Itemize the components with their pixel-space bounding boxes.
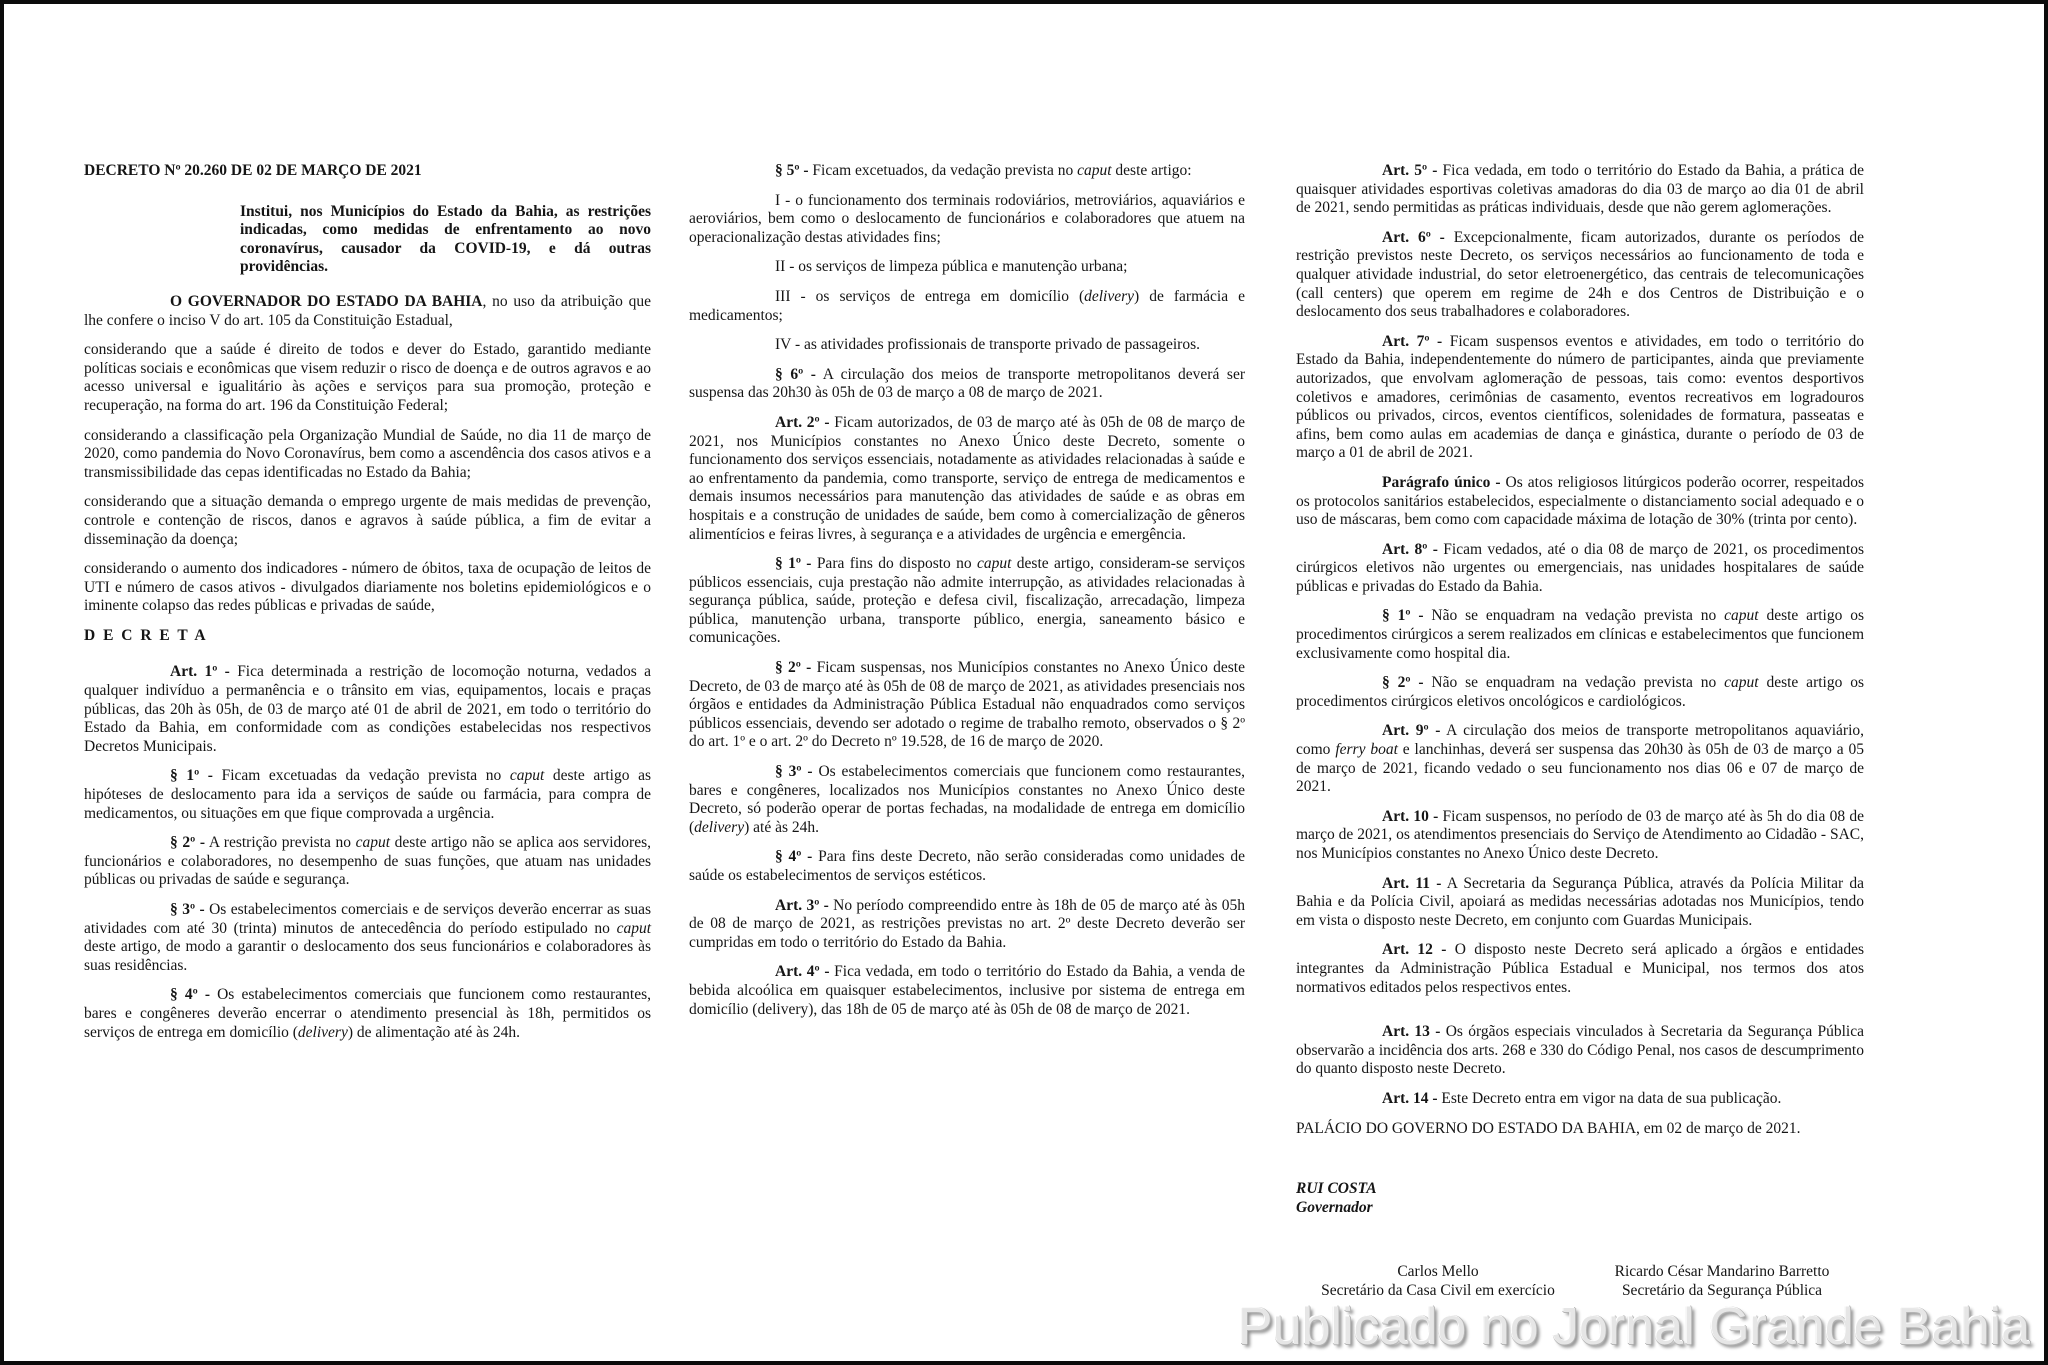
- article-5: [1296, 162, 1864, 218]
- item-III: [689, 288, 1245, 325]
- text-segment: deste artigo, de modo a garantir o deslocamento dos seus funcionários e colaboradores às suas residências.: [84, 938, 651, 974]
- text-segment: ferry boat: [1335, 741, 1398, 759]
- text-segment: Art. 2º -: [775, 413, 830, 431]
- considerando-paragraph: [84, 493, 651, 549]
- considerando-paragraph: [84, 427, 651, 483]
- article-3: [689, 897, 1245, 953]
- text-segment: § 1º -: [170, 767, 213, 785]
- text-segment: Institui, nos Municípios do Estado da Bahia, as restrições indicadas, como medidas de enfrentamento ao novo coronavírus, causador da COVID-19, e dá outras providências.: [240, 202, 651, 276]
- paragraph-3: [84, 901, 651, 975]
- text-segment: ) de alimentação até às 24h.: [347, 1023, 520, 1041]
- text-segment: A restrição prevista no: [205, 834, 356, 852]
- text-segment: § 4º -: [170, 986, 210, 1004]
- text-segment: § 5º -: [775, 162, 809, 179]
- article-1: [84, 663, 651, 756]
- text-segment: Os órgãos especiais vinculados à Secretaria da Segurança Pública observarão a incidência dos arts. 268 e 330 do Código Penal, nos casos de descumprimento do quanto disposto neste Decreto.: [1296, 1023, 1865, 1078]
- text-segment: Governador: [1296, 1198, 1373, 1216]
- text-segment: Art. 10 -: [1382, 807, 1439, 825]
- article-2: [689, 414, 1245, 544]
- document-column-2: [689, 162, 1245, 1030]
- text-segment: § 2º -: [775, 659, 812, 677]
- text-segment: Os estabelecimentos comerciais que funcionem como restaurantes, bares e congêneres, localizados nos Municípios constantes no Anexo Único deste Decreto, só poderão operar de portas fechadas, na modalidade de entrega em domicílio (: [689, 763, 1245, 836]
- article-7: [1296, 333, 1864, 463]
- text-segment: Ficam excetuados, da vedação prevista no: [808, 162, 1078, 179]
- text-segment: caput: [1077, 162, 1112, 179]
- document-column-3: [1296, 162, 1864, 1301]
- item-IV: [689, 336, 1245, 355]
- governor-title: [1296, 1199, 1864, 1218]
- text-segment: Para fins deste Decreto, não serão consideradas como unidades de saúde os estabelecimentos de serviços estéticos.: [689, 848, 1245, 884]
- text-segment: deste artigo:: [1111, 162, 1192, 179]
- article-12: [1296, 941, 1864, 997]
- watermark-text: Publicado no Jornal Grande Bahia: [1237, 1298, 2030, 1356]
- text-segment: Fica vedada, em todo o território do Estado da Bahia, a prática de quaisquer atividades esportivas coletivas amadoras do dia 03 de março ao dia 01 de abril de 2021, sendo permitidas as práticas individuais, desde que não gerem aglomerações.: [1296, 162, 1864, 217]
- paragraph-1: [84, 767, 651, 823]
- signatures-row: [1296, 1263, 1864, 1300]
- text-segment: § 2º -: [170, 834, 206, 852]
- text-segment: DECRETO Nº 20.260 DE 02 DE MARÇO DE 2021: [84, 162, 422, 179]
- article-9: [1296, 722, 1864, 796]
- paragraph-6: [689, 366, 1245, 403]
- paragraph-2: [84, 834, 651, 890]
- text-segment: Art. 11 -: [1382, 874, 1442, 892]
- text-segment: Art. 4º -: [775, 963, 830, 981]
- signatory-role: Secretário da Casa Civil em exercício: [1321, 1281, 1555, 1299]
- paragraph-4: [84, 986, 651, 1042]
- text-segment: O disposto neste Decreto será aplicado a órgãos e entidades integrantes da Administração Pública Estadual e Municipal, nos termos dos atos normativos editados pelos respectivos entes.: [1296, 941, 1864, 996]
- text-segment: Ficam excetuadas da vedação prevista no: [212, 767, 510, 785]
- text-segment: O GOVERNADOR DO ESTADO DA BAHIA: [170, 292, 483, 310]
- text-segment: Fica determinada a restrição de locomoção noturna, vedados a qualquer indivíduo a permanência e o trânsito em vias, equipamentos, locais e praças públicas, das 20h às 05h, de 03 de março até 01 de abril de 2021, em todo o território do Estado da Bahia, em conformidade com as condições estabelecidas nos respectivos Decretos Municipais.: [84, 663, 652, 755]
- article-6: [1296, 229, 1864, 322]
- decree-title: [84, 162, 651, 181]
- governor-name: [1296, 1180, 1864, 1199]
- text-segment: D E C R E T A: [84, 626, 208, 644]
- text-segment: Este Decreto entra em vigor na data de sua publicação.: [1437, 1089, 1782, 1107]
- paragraph-5: [689, 162, 1245, 181]
- text-segment: PALÁCIO DO GOVERNO DO ESTADO DA BAHIA, em 02 de março de 2021.: [1296, 1119, 1801, 1137]
- text-segment: deste artigo não se aplica aos servidores, funcionários e colaboradores, no desempenho de suas funções, que atuam nas unidades públicas ou privadas de saúde e segurança.: [84, 834, 651, 889]
- text-segment: Não se enquadram na vedação prevista no: [1423, 607, 1725, 625]
- text-segment: Ficam suspensos eventos e atividades, em todo o território do Estado da Bahia, independentemente do número de participantes, ainda que previamente autorizados, que envolvam aglomeração de pessoas, tais como: eventos desportivos coletivos e amadores, cerimônias de casamento, eventos recreativos em logradouros públicos ou privados, circos, eventos científicos, solenidades de formatura, passeatas e afins, bem como aulas em academias de dança e ginástica, durante o período de 03 de março a 01 de abril de 2021.: [1296, 332, 1865, 462]
- text-segment: Art. 3º -: [775, 896, 829, 914]
- text-segment: Para fins do disposto no: [811, 555, 977, 573]
- text-segment: Ficam suspensas, nos Municípios constantes no Anexo Único deste Decreto, de 03 de março até às 05h de 08 de março de 2021, as atividades presenciais nos órgãos e entidades da Administração Pública Estadual não enquadrados como serviços públicos essenciais, devendo ser adotado o regime de trabalho remoto, observados o § 2º do art. 1º e o art. 2º do Decreto nº 19.528, de 16 de março de 2020.: [689, 659, 1245, 751]
- text-segment: caput: [355, 834, 391, 852]
- text-segment: § 4º -: [775, 848, 813, 866]
- text-segment: ) até às 24h.: [744, 818, 819, 836]
- signatory-name: Ricardo César Mandarino Barretto: [1614, 1263, 1830, 1281]
- article-8: [1296, 541, 1864, 597]
- text-segment: § 1º -: [1382, 607, 1424, 625]
- text-segment: Fica vedada, em todo o território do Estado da Bahia, a venda de bebida alcoólica em quaisquer estabelecimentos, inclusive por sistema de entrega em domicílio (delivery), das 18h de 05 de março até às 05h de 08 de março de 2021.: [689, 963, 1245, 1018]
- text-segment: Parágrafo único -: [1382, 473, 1501, 491]
- text-segment: , no uso da atribuição que lhe confere o inciso V do art. 105 da Constituição Estadual,: [84, 292, 651, 329]
- text-segment: I - o funcionamento dos terminais rodoviários, metroviários, aquaviários e aeroviários, bem como o deslocamento de funcionários e colaboradores que atuem na operacionalização destas atividades fins;: [689, 191, 1245, 246]
- text-segment: considerando que a saúde é direito de todos e dever do Estado, garantido mediante políticas sociais e econômicas que visem reduzir o risco de doença e de outros agravos e ao acesso universal e igualitário às ações e serviços para sua promoção, proteção e recuperação, na forma do art. 196 da Constituição Federal;: [84, 341, 651, 414]
- text-segment: caput: [616, 919, 651, 937]
- paragrafo-unico: [1296, 474, 1864, 530]
- considerando-paragraph: [84, 341, 651, 415]
- text-segment: considerando a classificação pela Organização Mundial de Saúde, no dia 11 de março de 2020, como pandemia do Novo Coronavírus, bem como a ascendência dos casos ativos e a transmissibilidade das cepas identificadas no Estado da Bahia;: [84, 426, 651, 481]
- text-segment: Os estabelecimentos comerciais que funcionem como restaurantes, bares e congêneres deverão encerrar o atendimento presencial às 18h, permitidos os serviços de entrega em domicílio (: [84, 986, 651, 1041]
- text-segment: IV - as atividades profissionais de transporte privado de passageiros.: [775, 336, 1200, 354]
- considerando-paragraph: [84, 560, 651, 616]
- item-II: [689, 258, 1245, 277]
- text-segment: caput: [1724, 607, 1759, 625]
- text-segment: considerando que a situação demanda o emprego urgente de mais medidas de prevenção, controle e contenção de riscos, danos e agravos à saúde pública, a fim de evitar a disseminação da doença;: [84, 493, 651, 548]
- text-segment: Art. 6º -: [1382, 228, 1445, 246]
- text-segment: § 1º -: [775, 555, 812, 573]
- text-segment: III - os serviços de entrega em domicílio (: [775, 287, 1085, 305]
- document-column-1: [84, 162, 651, 1053]
- paragraph-1-art8: [1296, 607, 1864, 663]
- text-segment: A circulação dos meios de transporte metropolitanos aquaviário, como: [1296, 722, 1865, 759]
- text-segment: caput: [1724, 674, 1759, 692]
- text-segment: Art. 7º -: [1382, 332, 1443, 350]
- article-11: [1296, 875, 1864, 931]
- text-segment: RUI COSTA: [1296, 1180, 1377, 1198]
- text-segment: Ficam autorizados, de 03 de março até às 05h de 08 de março de 2021, nos Municípios constantes no Anexo Único deste Decreto, somente o funcionamento dos serviços essenciais, notadamente as atividades relacionadas à saúde e ao enfrentamento da pandemia, como transporte, serviço de entrega de medicamentos e demais insumos necessários para manutenção das atividades de saúde e as obras em hospitais e a construção de unidades de saúde, bem como à comercialização de gêneros alimentícios e feiras livres, à segurança e a atividades de urgência e emergência.: [689, 413, 1245, 543]
- text-segment: Os estabelecimentos comerciais e de serviços deverão encerrar as suas atividades com até 30 (trinta) minutos de antecedência do período estipulado no: [84, 901, 651, 937]
- preamble-paragraph: [84, 293, 651, 330]
- paragraph-2-art8: [1296, 674, 1864, 711]
- article-14: [1296, 1090, 1864, 1109]
- text-segment: delivery: [1084, 287, 1135, 305]
- text-segment: Art. 8º -: [1382, 540, 1438, 558]
- decree-summary: [240, 203, 651, 277]
- text-segment: deste artigo as hipóteses de deslocamento para ida a serviços de saúde ou farmácia, para compra de medicamentos, ou situações em que fique comprovada a urgência.: [84, 767, 651, 822]
- text-segment: § 3º -: [170, 901, 205, 918]
- text-segment: delivery: [694, 818, 745, 836]
- text-segment: caput: [977, 555, 1012, 573]
- text-segment: § 6º -: [775, 365, 816, 383]
- text-segment: Art. 5º -: [1382, 162, 1438, 179]
- text-segment: A Secretaria da Segurança Pública, através da Polícia Militar da Bahia e da Polícia Civil, apoiará as medidas necessárias adotadas nos Municípios, tendo em vista o disposto neste Decreto, em conjunto com Guardas Municipais.: [1296, 874, 1864, 929]
- text-segment: Excepcionalmente, ficam autorizados, durante os períodos de restrição previstos neste Decreto, os serviços necessários ao funcionamento de toda e qualquer atividade industrial, do setor eletroenergético, das centrais de telecomunicações (call centers) que operem em regime de 24h e dos Centros de Distribuição e o deslocamento dos seus trabalhadores e colaboradores.: [1296, 228, 1864, 321]
- text-segment: deste artigo os procedimentos cirúrgicos eletivos oncológicos e cardiológicos.: [1296, 674, 1864, 710]
- text-segment: § 2º -: [1382, 674, 1424, 692]
- article-4: [689, 963, 1245, 1019]
- text-segment: A circulação dos meios de transporte metropolitanos deverá ser suspensa das 20h30 às 05h de 03 de março a 08 de março de 2021.: [689, 365, 1245, 402]
- text-segment: ) de farmácia e medicamentos;: [689, 287, 1245, 324]
- text-segment: Art. 13 -: [1382, 1023, 1441, 1041]
- text-segment: caput: [509, 767, 545, 785]
- palace-line: [1296, 1120, 1864, 1139]
- text-segment: delivery: [297, 1023, 348, 1041]
- text-segment: II - os serviços de limpeza pública e manutenção urbana;: [775, 258, 1128, 276]
- paragraph-1-art2: [689, 555, 1245, 648]
- item-I: [689, 192, 1245, 248]
- decreta-heading: [84, 627, 651, 646]
- paragraph-2-art2: [689, 659, 1245, 752]
- text-segment: e lanchinhas, deverá ser suspensa das 20h30 às 05h de 03 de março a 05 de março de 2021, ficando vedado o seu funcionamento nos dias 06 e 07 de março de 2021.: [1296, 741, 1865, 796]
- text-segment: Art. 12 -: [1382, 941, 1447, 959]
- text-segment: § 3º -: [775, 763, 813, 781]
- text-segment: No período compreendido entre às 18h de 05 de março até às 05h de 08 de março de 2021, as restrições previstas no art. 2º deste Decreto deverão ser cumpridas em todo o território do Estado da Bahia.: [689, 896, 1245, 951]
- article-13: [1296, 1023, 1864, 1079]
- text-segment: deste artigo os procedimentos cirúrgicos a serem realizados em clínicas e estabelecimentos que funcionem exclusivamente como hospital dia.: [1296, 607, 1864, 662]
- signature-block: [1296, 1263, 1580, 1300]
- signature-block: [1580, 1263, 1864, 1300]
- text-segment: Ficam suspensos, no período de 03 de março até às 5h do dia 08 de março de 2021, os atendimentos presenciais do Serviço de Atendimento ao Cidadão - SAC, nos Municípios constantes no Anexo Único deste Decreto.: [1296, 807, 1864, 862]
- text-segment: Os atos religiosos litúrgicos poderão ocorrer, respeitados os protocolos sanitários estabelecidos, especialmente o distanciamento social adequado e o uso de máscaras, bem como com capacidade máxima de lotação de 30% (trinta por cento).: [1296, 473, 1864, 529]
- paragraph-3-art2: [689, 763, 1245, 837]
- text-segment: Art. 9º -: [1382, 722, 1441, 740]
- text-segment: deste artigo, consideram-se serviços públicos essenciais, cuja prestação não admite interrupção, as atividades relacionadas à segurança pública, saúde, proteção e defesa civil, fiscalização, arrecadação, limpeza pública, manutenção urbana, transporte público, energia, saneamento básico e comunicações.: [689, 555, 1245, 647]
- article-10: [1296, 808, 1864, 864]
- text-segment: Art. 14 -: [1382, 1089, 1438, 1107]
- text-segment: considerando o aumento dos indicadores - número de óbitos, taxa de ocupação de leitos de UTI e número de casos ativos - divulgados diariamente nos boletins epidemiológicos e o iminente colapso das redes públicas e privadas de saúde,: [84, 560, 651, 615]
- signatory-role: Secretário da Segurança Pública: [1621, 1281, 1823, 1299]
- text-segment: Ficam vedados, até o dia 08 de março de 2021, os procedimentos cirúrgicos eletivos não urgentes ou emergenciais, nas unidades hospitalares de saúde públicas e privadas do Estado da Bahia.: [1296, 540, 1865, 595]
- paragraph-4-art2: [689, 848, 1245, 885]
- signatory-name: Carlos Mello: [1397, 1263, 1479, 1281]
- text-segment: Não se enquadram na vedação prevista no: [1423, 674, 1725, 692]
- text-segment: Art. 1º -: [170, 663, 230, 681]
